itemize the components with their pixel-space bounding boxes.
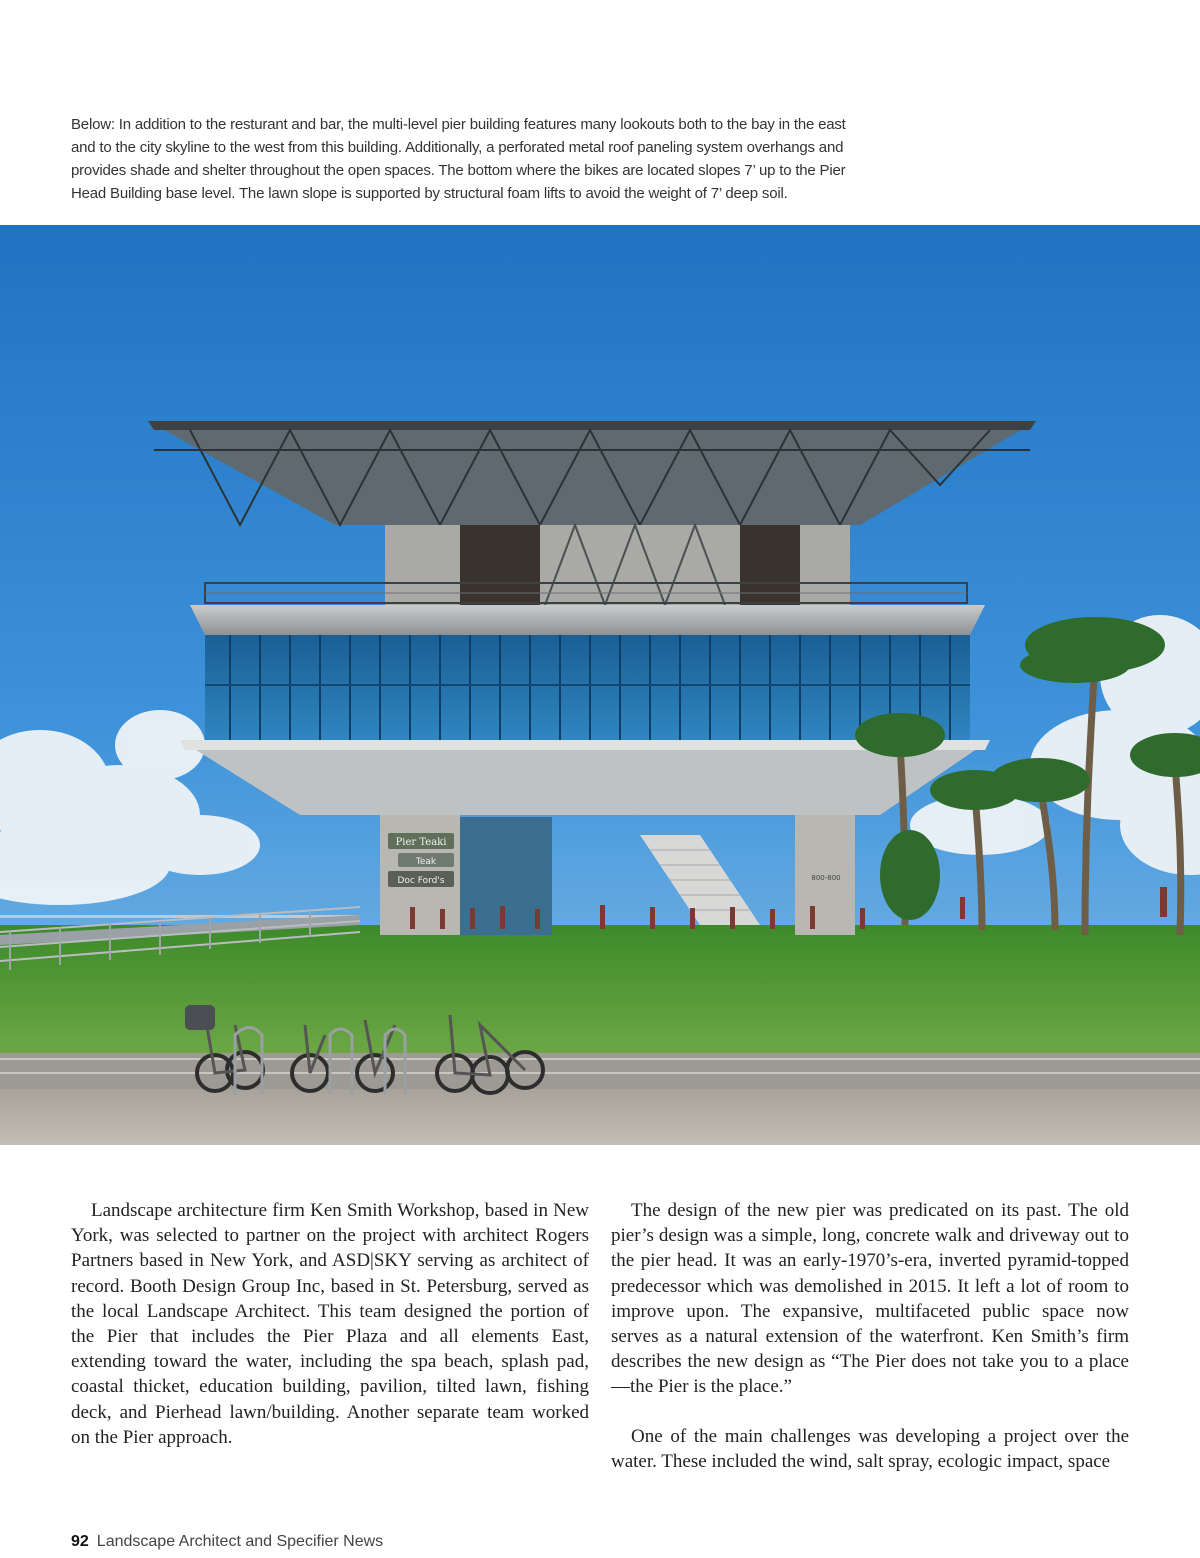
publication-name: Landscape Architect and Specifier News: [96, 1533, 384, 1550]
address-number: 800-800: [811, 874, 841, 882]
teak-sign: Teak: [415, 857, 437, 867]
body-paragraph: Landscape architecture firm Ken Smith Workshop, based in New York, was selected to partner on the project with architect Rogers Partners based in New York, and ASD|SKY serving as architect of record. Booth Design Group Inc, based in St. Petersburg, served as the local Landscape Architect. This team designed the portion of the Pier that includes the Pier Plaza and all elements East, extending toward the water, including the spa beach, splash pad, coastal thicket, education building, pavilion, tilted lawn, fishing deck, and Pierhead lawn/building. Another separate team worked on the Pier approach.: [71, 1200, 589, 1448]
body-paragraph: The design of the new pier was predicated on its past. The old pier’s design was a simple, long, concrete walk and driveway out to the pier head. It was an early-1970’s-era, inverted pyramid-topped predecessor which was demolished in 2015. It left a lot of room to improve upon. The expansive, multifaceted public space now serves as a natural extension of the waterfront. Ken Smith’s firm describes the new design as “The Pier does not take you to a place—the Pier is the place.”: [611, 1200, 1129, 1398]
doc-fords-sign: Doc Ford's: [397, 876, 445, 886]
page-number: 92: [71, 1533, 89, 1550]
pier-building-photo: [0, 225, 1200, 1145]
page-footer: [71, 1533, 383, 1551]
body-column-left: [71, 1198, 589, 1450]
body-paragraph: One of the main challenges was developing a project over the water. These included the wind, salt spray, ecologic impact, space: [611, 1425, 1129, 1472]
body-column-right: [611, 1198, 1129, 1474]
photo-caption: Below: In addition to the resturant and bar, the multi-level pier building features many lookouts both to the bay in the east and to the city skyline to the west from this building. Additionally, a perforated metal roof paneling system overhangs and provides shade and shelter throughout the open spaces. The bottom where the bikes are located slopes 7’ up to the Pier Head Building base level. The lawn slope is supported by structural foam lifts to avoid the weight of 7’ deep soil.: [71, 116, 846, 202]
pier-teaki-sign: Pier Teaki: [395, 837, 447, 848]
